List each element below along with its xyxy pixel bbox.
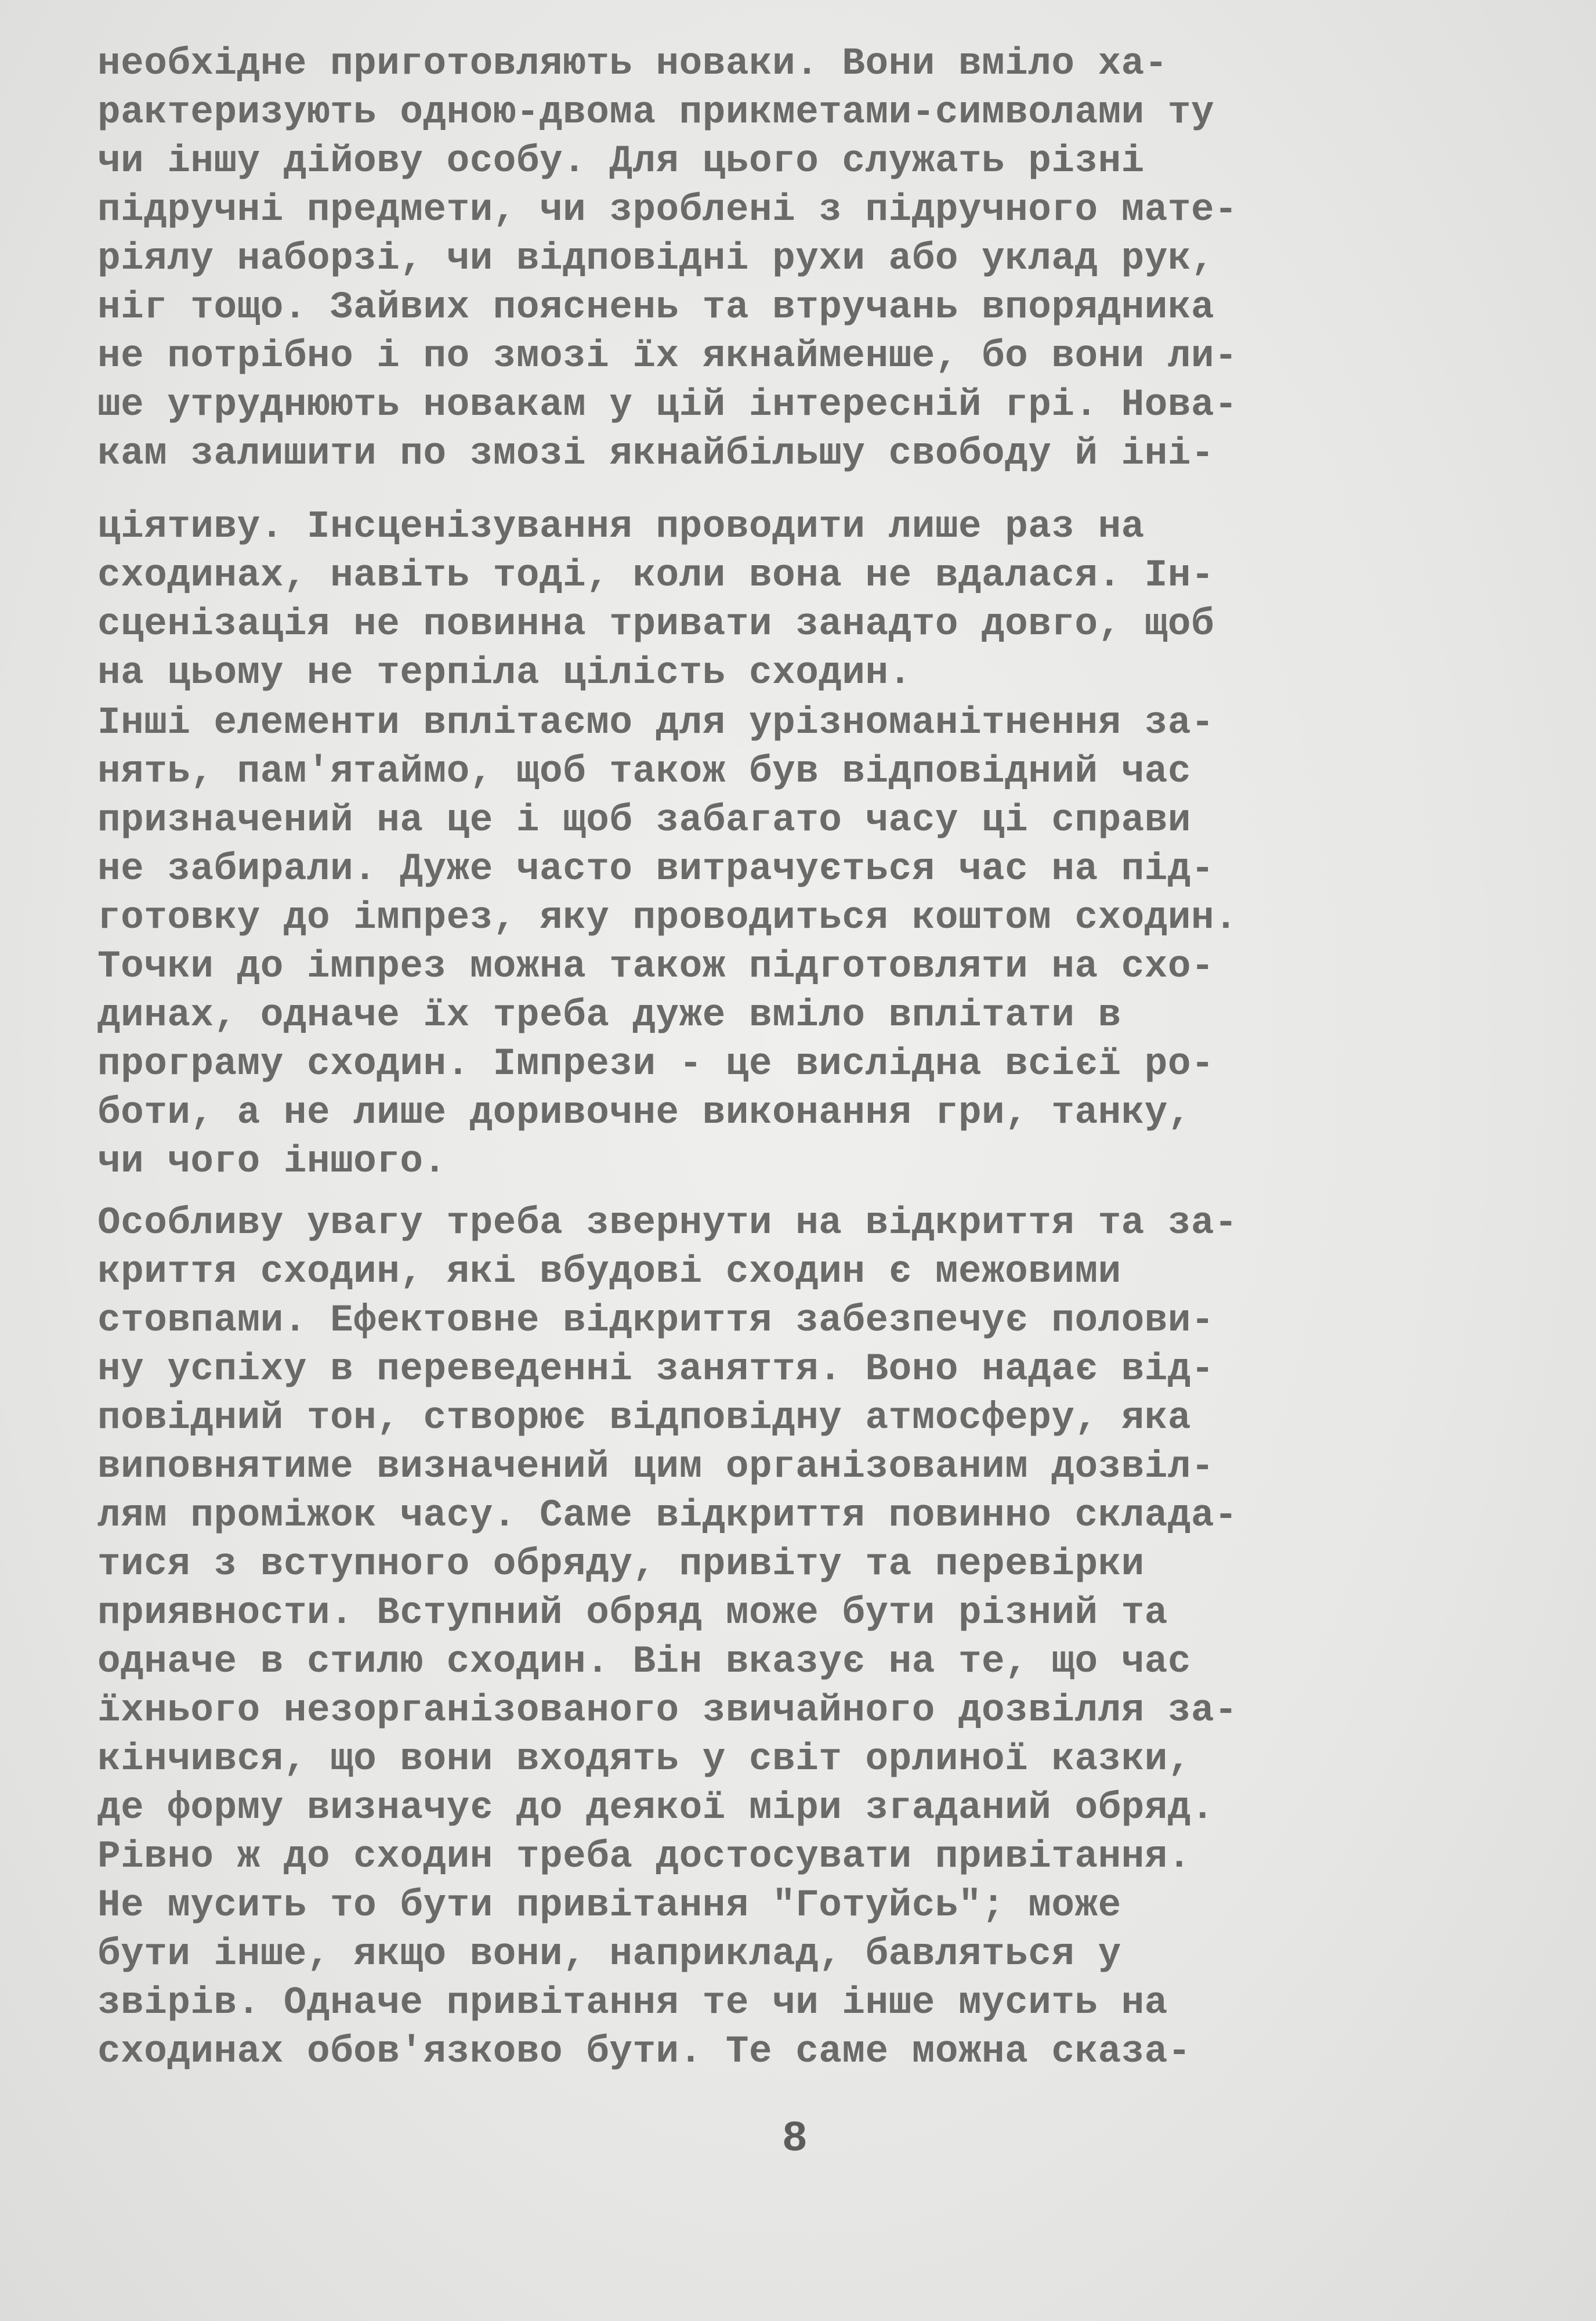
text-line: підручні предмети, чи зроблені з підручного мате-: [97, 188, 1238, 232]
text-line: криття сходин, які вбудові сходин є межовими: [97, 1250, 1121, 1293]
text-line: бути інше, якщо вони, наприклад, бавляться у: [97, 1932, 1121, 1976]
text-line: боти, а не лише доривочне виконання гри, танку,: [97, 1091, 1192, 1134]
text-line: чи чого іншого.: [97, 1140, 447, 1183]
text-line: готовку до імпрез, яку проводиться коштом сходин.: [97, 896, 1238, 939]
text-line: динах, одначе їх треба дуже вміло вплітати в: [97, 993, 1121, 1037]
text-line: програму сходин. Імпрези - це вислідна всієї ро-: [97, 1042, 1215, 1086]
text-line: Інші елементи вплітаємо для урізноманітнення за-: [97, 701, 1215, 744]
text-line: кінчився, що вони входять у світ орлиної казки,: [97, 1737, 1192, 1781]
text-line: сходинах обов'язково бути. Те саме можна сказа-: [97, 2030, 1192, 2073]
text-line: нять, пам'ятаймо, щоб також був відповідний час: [97, 750, 1192, 793]
text-line: стовпами. Ефектовне відкриття забезпечує полови-: [97, 1299, 1215, 1342]
text-line: необхідне приготовляють новаки. Вони вміло ха-: [97, 42, 1168, 85]
paragraph: [97, 1199, 1525, 2076]
text-line: чи іншу дійову особу. Для цього служать різні: [97, 139, 1145, 183]
text-line: Особливу увагу треба звернути на відкриття та за-: [97, 1201, 1238, 1245]
text-line: лям проміжок часу. Саме відкриття повинно склада-: [97, 1494, 1238, 1537]
text-line: Точки до імпрез можна також підготовляти на схо-: [97, 945, 1215, 988]
text-line: де форму визначує до деякої міри згаданий обряд.: [97, 1786, 1215, 1830]
text-line: не потрібно і по змозі їх якнайменше, бо вони ли-: [97, 334, 1238, 378]
text-line: звірів. Одначе привітання те чи інше мусить на: [97, 1981, 1168, 2024]
text-line: ну успіху в переведенні заняття. Воно надає від-: [97, 1347, 1215, 1391]
text-line: приявности. Вступний обряд може бути різний та: [97, 1591, 1168, 1635]
text-line: ніг тощо. Зайвих пояснень та втручань впорядника: [97, 285, 1215, 329]
text-line: призначений на це і щоб забагато часу ці справи: [97, 798, 1192, 842]
text-line: сценізація не повинна тривати занадто довго, щоб: [97, 602, 1215, 646]
text-line: сходинах, навіть тоді, коли вона не вдалася. Ін-: [97, 554, 1215, 597]
text-line: на цьому не терпіла цілість сходин.: [97, 651, 912, 695]
page-number: 8: [781, 2115, 808, 2164]
paragraph: [97, 699, 1525, 1186]
text-line: тися з вступного обряду, привіту та перевірки: [97, 1542, 1145, 1586]
text-line: їхнього незорганізованого звичайного дозвілля за-: [97, 1689, 1238, 1732]
text-line: одначе в стилю сходин. Він вказує на те, що час: [97, 1640, 1192, 1683]
text-line: рактеризують одною-двома прикметами-символами ту: [97, 91, 1215, 134]
text-line: Рівно ж до сходин треба достосувати привітання.: [97, 1835, 1192, 1878]
text-line: ріялу наборзі, чи відповідні рухи або уклад рук,: [97, 237, 1215, 280]
text-line: Не мусить то бути привітання "Готуйсь"; може: [97, 1883, 1121, 1927]
text-line: ше утруднюють новакам у цій інтересній грі. Нова-: [97, 383, 1238, 426]
paragraph: [97, 502, 1525, 697]
text-line: кам залишити по змозі якнайбільшу свободу й іні-: [97, 432, 1215, 475]
text-line: повідний тон, створює відповідну атмосферу, яка: [97, 1396, 1192, 1440]
paragraph: [97, 39, 1525, 478]
text-line: не забирали. Дуже часто витрачується час на під-: [97, 847, 1215, 891]
text-line: ціятиву. Інсценізування проводити лише раз на: [97, 505, 1145, 548]
text-line: виповнятиме визначений цим організованим дозвіл-: [97, 1445, 1215, 1488]
